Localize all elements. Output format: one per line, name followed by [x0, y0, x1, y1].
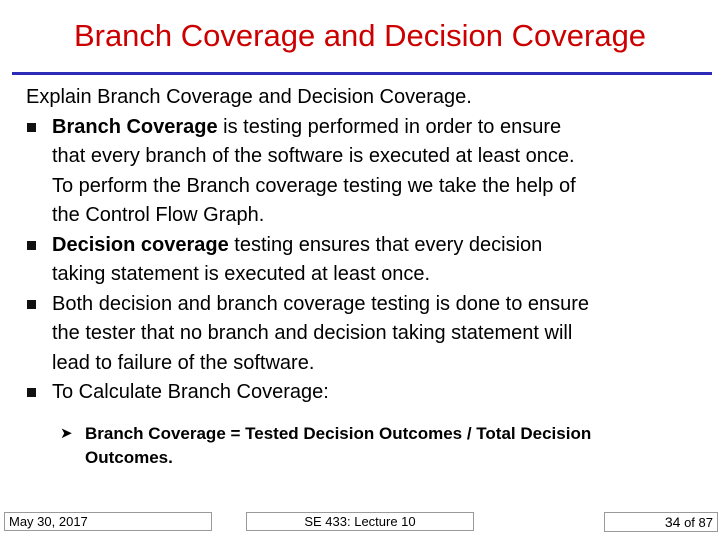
bullet-line: the Control Flow Graph.: [52, 204, 265, 226]
square-bullet-icon: [27, 388, 36, 397]
slide-title: Branch Coverage and Decision Coverage: [73, 18, 647, 53]
bullet-calculate: [26, 378, 706, 408]
title-divider: [12, 72, 712, 75]
bullet-both-testing: [26, 290, 706, 379]
bullet-bold-term: Decision coverage: [52, 233, 229, 256]
bullet-line: [52, 231, 706, 261]
square-bullet-icon: [27, 123, 36, 132]
arrowhead-bullet-icon: ➤: [60, 424, 73, 442]
bullet-decision-coverage: [26, 231, 706, 290]
square-bullet-icon: [27, 241, 36, 250]
bullet-text: testing ensures that every decision: [228, 233, 543, 256]
intro-text: Explain Branch Coverage and Decision Coverage.: [26, 86, 472, 108]
bullet-text: is testing performed in order to ensure: [217, 115, 562, 138]
slide-footer: [0, 512, 720, 534]
page-separator: of: [680, 515, 699, 530]
bullet-line: To Calculate Branch Coverage:: [52, 381, 329, 403]
slide-body: [26, 83, 706, 470]
bullet-line: the tester that no branch and decision taking statement will: [52, 322, 573, 344]
bullet-bold-term: Branch Coverage: [52, 115, 218, 138]
bullet-line: Both decision and branch coverage testing is done to ensure: [52, 292, 590, 315]
footer-page-number: [604, 512, 718, 532]
footer-date: May 30, 2017: [4, 512, 212, 531]
bullet-line: To perform the Branch coverage testing we take the help of: [52, 174, 576, 197]
formula-line: Branch Coverage = Tested Decision Outcomes / Total Decision: [85, 423, 592, 443]
square-bullet-icon: [27, 300, 36, 309]
page-total: 87: [698, 515, 713, 530]
page-current: 34: [664, 514, 681, 530]
bullet-branch-coverage: [26, 113, 706, 231]
bullet-line: that every branch of the software is executed at least once.: [52, 145, 575, 167]
bullet-line: lead to failure of the software.: [52, 351, 315, 374]
sub-bullet-formula: [26, 422, 706, 470]
footer-course: SE 433: Lecture 10: [246, 512, 474, 531]
bullet-line: [52, 113, 706, 143]
formula-line: Outcomes.: [85, 447, 173, 467]
bullet-line: taking statement is executed at least once.: [52, 263, 430, 285]
